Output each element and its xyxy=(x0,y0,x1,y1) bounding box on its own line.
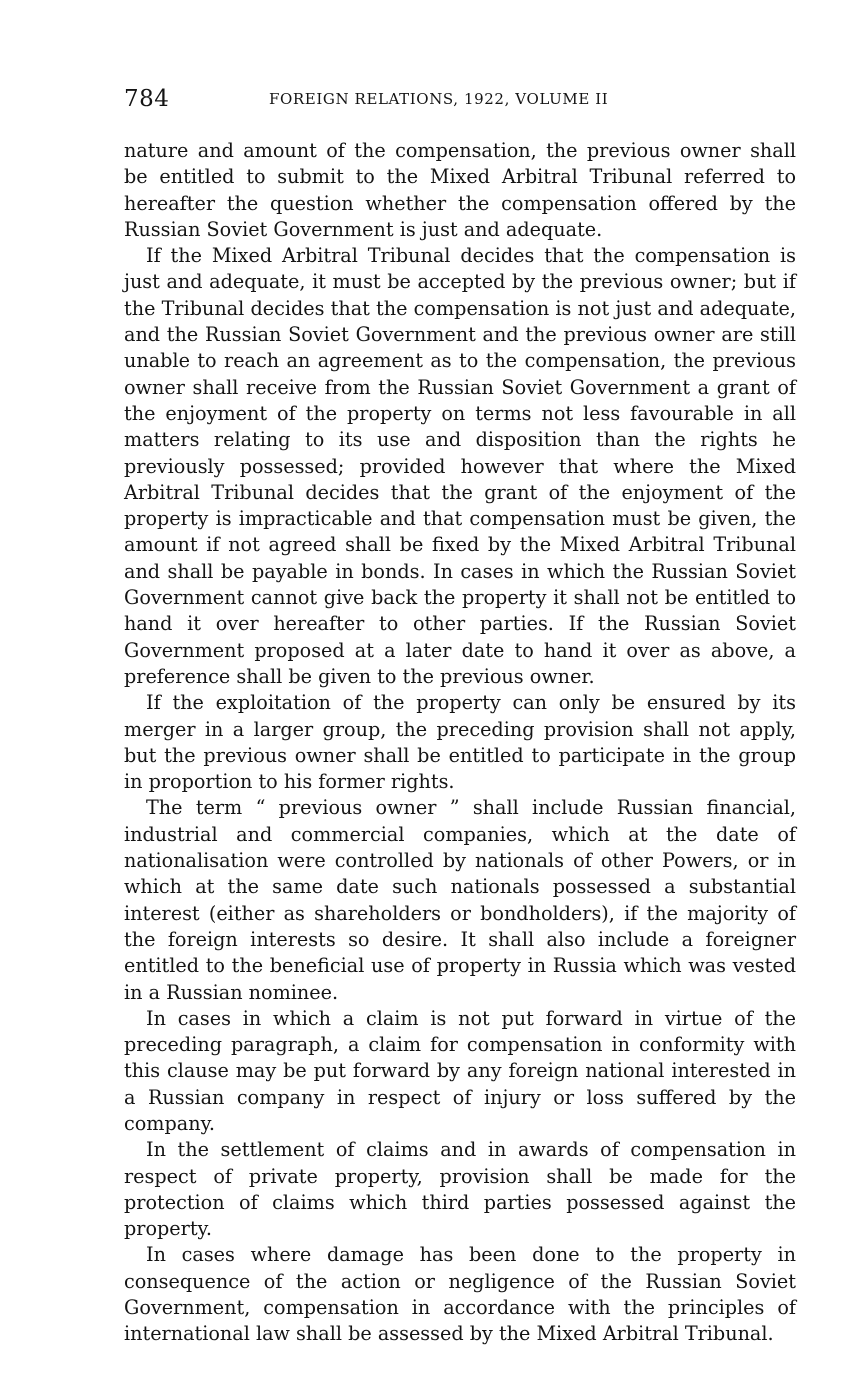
paragraph: In the settlement of claims and in awards of compensation in respect of private property, provision shall be made for the protection of claims which third parties possessed against the property. xyxy=(124,1138,796,1241)
paragraph: The term “ previous owner ” shall include Russian financial, industrial and commercial companies, which at the date of nationalisation were controlled by nationals of other Powers, or in which at the same date such nationals possessed a substantial interest (either as shareholders or bondholders), if the majority of the foreign interests so desire. It shall also include a foreigner entitled to the beneficial use of property in Russia which was vested in a Russian nominee. xyxy=(124,796,796,1004)
body-text xyxy=(124,138,796,1348)
paragraph: If the exploitation of the property can only be ensured by its merger in a larger group, the preceding provision shall not apply, but the previous owner shall be entitled to participate in the group in proportion to his former rights. xyxy=(124,691,796,794)
paragraph: In cases in which a claim is not put forward in virtue of the preceding paragraph, a claim for compensation in conformity with this clause may be put forward by any foreign national interested in a Russian company in respect of injury or loss suffered by the company. xyxy=(124,1006,796,1135)
paragraph: If the Mixed Arbitral Tribunal decides that the compensation is just and adequate, it must be accepted by the previous owner; but if the Tribunal decides that the compensation is not just and adequate, and the Russian Soviet Government and the previous owner are still unable to reach an agreement as to the compensation, the previous owner shall receive from the Russian Soviet Government a grant of the enjoyment of the property on terms not less favourable in all matters relating to its use and disposition than the rights he previously possessed; provided however that where the Mixed Arbitral Tribunal decides that the grant of the enjoyment of the property is impracticable and that compensation must be given, the amount if not agreed shall be fixed by the Mixed Arbitral Tribunal and shall be payable in bonds. In cases in which the Russian Soviet Government cannot give back the property it shall not be entitled to hand it over hereafter to other parties. If the Russian Soviet Government proposed at a later date to hand it over as above, a preference shall be given to the previous owner. xyxy=(124,244,796,688)
paragraph: In cases where damage has been done to the property in consequence of the action or negligence of the Russian Soviet Government, compensation in accordance with the principles of international law shall be assessed by the Mixed Arbitral Tribunal. xyxy=(124,1243,796,1346)
paragraph: nature and amount of the compensation, the previous owner shall be entitled to submit to the Mixed Arbitral Tribunal referred to hereafter the question whether the compensation offered by the Russian Soviet Government is just and adequate. xyxy=(124,139,796,241)
page-number: 784 xyxy=(124,86,170,112)
document-page xyxy=(124,86,796,1348)
page-header xyxy=(124,86,796,116)
running-title: FOREIGN RELATIONS, 1922, VOLUME II xyxy=(269,90,609,108)
